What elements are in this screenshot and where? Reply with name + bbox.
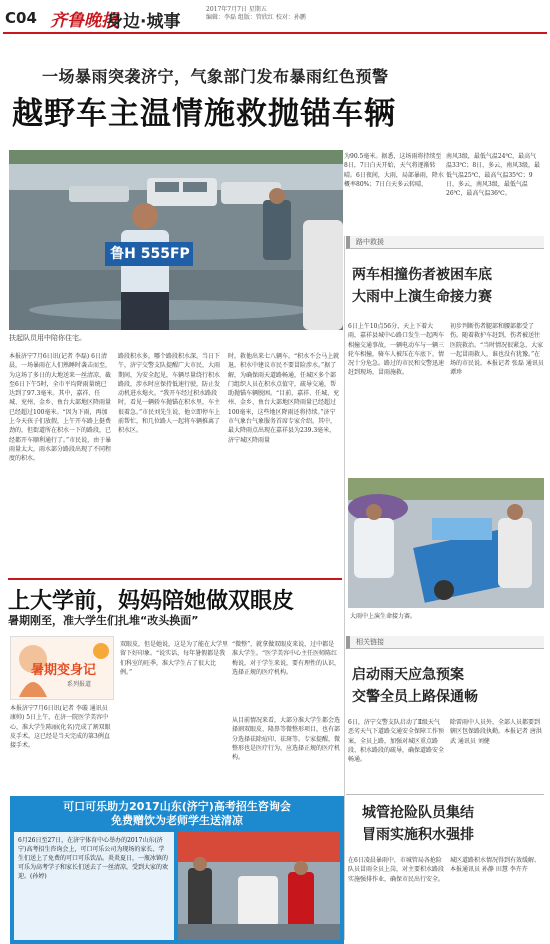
traffic-text-col1: 6日，济宁交警支队启动了Ⅱ级天气恶劣天气下道路交通安全保障工作预案，全员上路，加强对城区重点路段、积水路段的疏导，确保道路安全畅通。 [348,719,444,764]
main-headline: 越野车主温情施救抛锚车辆 [12,96,396,132]
series-logo-text: 暑期变身记 [31,663,97,678]
section-title: 身边·城事 [106,12,181,32]
rescue-text-col1: 6日上午10点56分，天上下着大雨，嘉祥县城中心路口发生一起两车相撞交通事故，一辆电动车与一辆三轮车相撞，骑车人被压在车底下，情况十分危急。路过的市民和交警迅速赶到现场，冒雨施救。 [348,323,444,377]
urban-headline-1: 城管抢险队员集结 [362,805,474,821]
photo-caption: 扶起队员用中陪你住宅。 [9,334,86,342]
divider [346,794,544,795]
rescue-photo-illustration [9,150,343,330]
urban-text-col1: 在6日凌晨暴雨中，市城管局各抢险队员冒雨全员上岗，对主要积水路段实施强排作业，确保市民出行安全。 [348,857,444,883]
traffic-text-col2: 除雷雨中人员外，全部人员都要到辖区包保路段执勤。本报记者 唐洪武 通讯员 刘健 [450,719,542,745]
newspaper-logo: 齐鲁晚报 [50,11,118,31]
issue-editors: 编辑：李磊 组版：管欣红 校对：孙鹏 [206,14,306,21]
story-box-rescue [346,236,544,249]
second-text-col3: “微整”，就拿做双眼皮来说，过中都是准大学生。“医学美容中心主任医师陈红梅说，对于学生来说，要有理性的认识，选择正规的医疗机构。 [232,641,340,676]
promo-body: 6月26日至27日，在济宁体育中心举办的2017山东(济宁)高考招生咨询会上，可口可乐公司为现场的家长、学生们送上了免费的可口可乐饮品。炎炎夏日，一瓶冰镇的可乐为高考学子和家长们送去了一丝清凉，受到大家的欢迎。(孙婷) [14,832,174,940]
header-rule [3,32,547,34]
second-text-col4: 从目前情况来看，大部分准大学生都会选择割双眼皮、隆鼻等微整形项目，也有部分选择祛除痘印、祛斑等。专家提醒，微整形也是医疗行为，应选择正规的医疗机构。 [232,717,340,762]
rescue-text-col2: 初步判断伤者腿部和腰部都受了伤。随着救护车赶到，伤者被送往医院救治。“当时情况很紧急，大家一起冒雨救人，谁也没有犹豫。”在场的市民说。本报记者 张磊 通讯员 谭珍 [450,323,544,377]
second-subhead: 暑期刚至，准大学生们扎堆“改头换面” [8,614,199,627]
page-header [0,0,550,34]
traffic-headline-1: 启动雨天应急预案 [352,667,464,683]
traffic-headline-2: 交警全员上路保通畅 [352,689,478,705]
rescue-photo-caption: 大雨中上演生命接力赛。 [350,613,417,620]
main-text-col3: 时，救他出来七八辆车。“积水不会马上就退，积水中建议市民不要冒险涉水。”据了解，为确保雨天道路畅通，任城区多个部门组织人员在积水点值守，疏导交通，帮助抛锚车辆脱困。“目前，嘉祥、任城、兖州、金乡、鱼台大部地区降雨量已经超过100毫米，这些地区降雨还将持续。”济宁市气象台气象服务首席专家介绍。其中，最大降雨点出现在嘉祥县为239.3毫米，济宁城区降雨量 [228,353,340,444]
page-number: C04 [5,9,37,27]
promo-photo-illustration [178,832,340,940]
main-text-col1: 本报济宁7月6日讯(记者 李磊) 6日清晨，一场暴雨在人们熟睡时袭击而至，为这场了多日的大地送来一丝清凉，截至6日下午5时，全市平均降雨量统已达到了97.3毫米。其中，嘉祥、任城、兖州、金乡、鱼台大部地区降雨量已经超过100毫米。“因为下雨，再加上今天孩子们放假，上午开车路上挺费劲的，但街道所在积水一下的路段，已经都开车顺利通行了。”市民说，由于暴雨量太大，雨水部分路段出现了不同程度的积水。 [9,353,112,463]
promo-title-line2: 免费赠饮为老师学生送清凉 [111,814,243,827]
promo-photo [178,832,340,940]
urban-headline-2: 冒雨实施积水强排 [362,827,474,843]
rescue-photo-2-illustration [348,478,544,608]
promo-title-line1: 可口可乐助力2017山东(济宁)高考招生咨询会 [63,800,291,813]
issue-date: 2017年7月7日 星期五 [206,6,267,13]
section-rule [8,578,342,580]
main-text-col2: 路段积水多，哪个路段积水深。当日下午，济宁交警支队提醒广大市民，大雨期间，为安全起见，车辆尽量绕行积水路段，涉水时应保持低速行驶，防止发动机进水熄火。“我开车经过积水路段时，看见一辆轿车抛锚在积水里，车主很着急。”市民刘先生说，他立即停车上前帮忙，和几位路人一起将车辆推离了积水区。 [118,353,221,435]
promo-title [10,800,344,828]
second-headline: 上大学前，妈妈陪她做双眼皮 [8,589,295,614]
story-tag: 相关链接 [346,636,544,649]
promo-box [10,796,344,944]
column-divider [344,236,345,940]
second-text-col1: 本报济宁7月6日讯(记者 李璇 通讯员 康帅) 5日上午，在济一院医学美容中心，准大学生陈丽(化名)完成了割双眼皮手术。这已经是当天完成的第3例直接手术。 [10,705,111,750]
issue-meta [206,6,336,22]
second-text-col2: 双眼皮，但是她说，这是为了能在大学里留下好印象。“说实话，每年暑假都是我们科室的旺季，准大学生占了很大比例。” [120,641,228,676]
rescue-photo-2 [348,478,544,608]
license-plate: 鲁H 555FP [110,246,190,262]
story-box-traffic [346,636,544,649]
main-kicker: 一场暴雨突袭济宁，气象部门发布暴雨红色预警 [42,67,389,86]
rescue-headline-1: 两车相撞伤者被困车底 [352,267,492,283]
main-text-col4: 为90.5毫米。据悉，这场雨将持续至8日，7日白天开始，天气将逐渐转晴。6日夜间，大雨，局部暴雨，降水概率80%；7日白天多云转晴， [344,153,444,188]
series-logo [10,636,114,700]
main-text-col5: 南风3级，最低气温24℃，最高气温33℃；8日，多云，南风3级，最低气温25℃，最高气温35℃；9日，多云，南风3级，最低气温26℃，最高气温36℃。 [446,153,540,198]
story-tag: 路中救援 [346,236,544,249]
rescue-headline-2: 大雨中上演生命接力赛 [352,289,492,305]
urban-text-col2: 城区道路积水情况得到有效缓解。本报通讯员 孙静 田慧 李卉卉 [450,857,541,874]
rescue-photo [9,150,343,330]
series-logo-sub: 系列报道 [67,681,92,688]
